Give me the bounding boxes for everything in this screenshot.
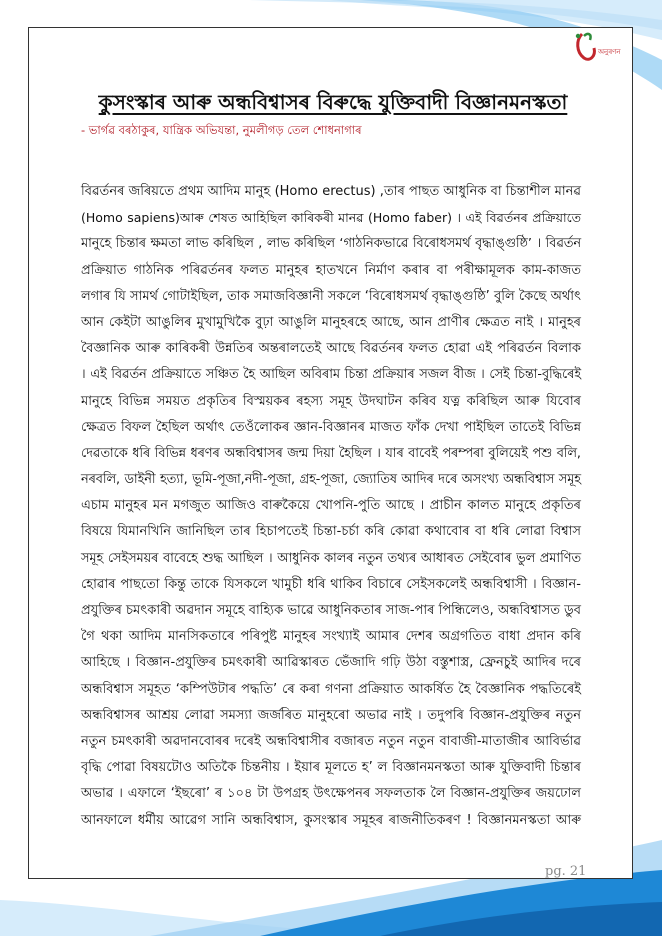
body-line: বৃদ্ধি পোৱা বিষয়টোও অতিকৈ চিন্তনীয় । ইয়াৰ মূলতে হ’ ল বিজ্ঞানমনস্কতা আৰু যুক্তিবাদী চিন্তাৰ — [81, 760, 581, 776]
page-number: pg. 21 — [545, 864, 587, 879]
author-byline: - ভাৰ্গৱ বৰঠাকুৰ, যান্ত্ৰিক অভিযন্তা, নুমলীগড় তেল শোধনাগাৰ — [81, 123, 362, 137]
body-line: আন কেইটা আঙুলিৰ মুখামুখিকৈ বুঢ়া আঙুলি মানুহৰহে আছে, আন প্ৰাণীৰ ক্ষেত্ৰত নাই । মানুহৰ — [81, 314, 581, 330]
body-line: লগাৰ যি সামৰ্থ গোটাইছিল, তাক সমাজবিজ্ঞানী সকলে ‘বিৰোধসমৰ্থ বৃদ্ধাঙ্গুষ্ঠি’ বুলি কৈছে অৰ্থাৎ — [81, 288, 581, 304]
body-line: নতুন চমৎকাৰী অৱদানবোৰৰ দৰেই অন্ধবিশ্বাসীৰ বজাৰত নতুন নতুন বাবাজী-মাতাজীৰ আবিৰ্ভাৱ — [81, 733, 581, 749]
body-line: মানুহে বিভিন্ন সময়ত প্ৰকৃতিৰ বিস্ময়কৰ ৰহস্য সমূহ উদঘাটন কৰিব যত্ন কৰিছিল আৰু যিবোৰ — [81, 393, 581, 409]
article-title: কুসংস্কাৰ আৰু অন্ধবিশ্বাসৰ বিৰুদ্ধে যুক্তিবাদী বিজ্ঞানমনস্কতা — [98, 90, 568, 114]
body-line: । এই বিৱৰ্তন প্ৰক্ৰিয়াতে সঞ্চিত হৈ আছিল অবিৰাম চিন্তা প্ৰক্ৰিয়াৰ সজল বীজ । সেই চিন্তা-বুদ্ধিৰেই — [81, 367, 581, 383]
body-line: প্ৰক্ৰিয়াত গাঠনিক পৰিৱৰ্তনৰ ফলত মানুহৰ হাতখনে নিৰ্মাণ কৰাৰ বা পৰীক্ষামূলক কাম-কাজত — [81, 262, 581, 278]
body-line: দেৱতাকে ধৰি বিভিন্ন ধৰণৰ অন্ধবিশ্বাসৰ জন্ম দিয়া হৈছিল । যাৰ বাবেই পৰম্পৰা বুলিয়েই পশু বলি, — [81, 445, 581, 461]
body-line: বৈজ্ঞানিক আৰু কাৰিকৰী উন্নতিৰ অন্তৰালতেই আছে বিৱৰ্তনৰ ফলত হোৱা এই পৰিৱৰ্তন বিলাক — [81, 341, 581, 357]
body-line: (Homo sapiens)আৰু শেষত আহিছিল কাৰিকৰী মানৱ (Homo faber) । এই বিৱৰ্তনৰ প্ৰক্ৰিয়াতে — [81, 210, 581, 226]
body-line: অভাৱ । এফালে ‘ইছৰো’ ৰ ১০৪ টা উপগ্ৰহ উৎক্ষেপনৰ সফলতাক লৈ বিজ্ঞান-প্ৰযুক্তিৰ জয়ঢোল — [81, 786, 581, 802]
body-line: গৈ থকা আদিম মানসিকতাৰে পৰিপুষ্ট মানুহৰ সংখ্যাই আমাৰ দেশৰ অগ্ৰগতিত বাধা প্ৰদান কৰি — [81, 629, 581, 645]
body-line: হোৱাৰ পাছতো কিন্তু তাকে যিসকলে খামুচী ধৰি থাকিব বিচাৰে সেইসকলেই অন্ধবিশ্বাসী । বিজ্ঞান- — [81, 576, 581, 592]
article-body — [81, 179, 581, 834]
body-line: প্ৰযুক্তিৰ চমৎকাৰী অৱদান সমূহে বাহ্যিক ভাৱে আধুনিকতাৰ সাজ-পাৰ পিন্ধিলেও, অন্ধবিশ্বাসত ডুব — [81, 603, 581, 618]
body-line: ক্ষেত্ৰত বিফল হৈছিল অৰ্থাৎ তেওঁলোকৰ জ্ঞান-বিজ্ঞানৰ মাজত ফাঁক দেখা পাইছিল তাতেই বিভিন্ন — [81, 419, 581, 435]
logo-wordmark: অনুৰণন — [598, 48, 621, 56]
body-line: নৰবলি, ডাইনী হত্যা, ভূমি-পূজা,নদী-পূজা, গ্ৰহ-পূজা, জ্যোতিষ আদিৰ দৰে অসংখ্য অন্ধবিশ্বাস সমূহ — [81, 472, 581, 488]
body-line: সমূহ সেইসময়ৰ বাবেহে শুদ্ধ আছিল । আধুনিক কালৰ নতুন তথ্যৰ আধাৰত সেইবোৰ ভুল প্ৰমাণিত — [81, 550, 581, 566]
body-line: অন্ধবিশ্বাসৰ আশ্ৰয় লোৱা সমস্যা জৰ্জৰিত মানুহৰো অভাৱ নাই । তদুপৰি বিজ্ঞান-প্ৰযুক্তিৰ নতুন — [81, 707, 581, 723]
body-line: মানুহে চিন্তাৰ ক্ষমতা লাভ কৰিছিল , লাভ কৰিছিল ‘গাঠনিকভাৱে বিৰোধসমৰ্থ বৃদ্ধাঙ্গুষ্ঠি’ । বিৱৰ্তন — [81, 236, 581, 252]
body-line: এচাম মানুহৰ মন মগজুত আজিও বাৰুকৈয়ে খোপনি-পুতি আছে । প্ৰাচীন কালত মানুহে প্ৰকৃতিৰ — [81, 498, 581, 514]
body-line: আনফালে ধৰ্মীয় আৱেগ সানি অন্ধবিশ্বাস, কুসংস্কাৰ সমূহৰ ৰাজনীতিকৰণ ! বিজ্ঞানমনস্কতা আৰু — [81, 812, 581, 828]
body-line: অন্ধবিশ্বাস সমূহত ‘কম্পিউটাৰ পদ্ধতি’ ৰে কৰা গণনা প্ৰক্ৰিয়াত আকৰ্ষিত হৈ বৈজ্ঞানিক পদ্ধতিৰেই — [81, 681, 581, 697]
body-line: বিৱৰ্তনৰ জৰিয়তে প্ৰথম আদিম মানুহ (Homo erectus) ,তাৰ পাছত আধুনিক বা চিন্তাশীল মানৱ — [81, 184, 581, 199]
body-line: আহিছে । বিজ্ঞান-প্ৰযুক্তিৰ চমৎকাৰী আৱিস্কাৰত ভেঁজাদি গঢ়ি উঠা বস্তুশাস্ত্ৰ, ফ্ৰেনচুই আদিৰ দৰে — [81, 655, 581, 671]
body-line: বিষয়ে যিমানখিনি জানিছিল তাৰ হিচাপতেই চিন্তা-চৰ্চা কৰি কোৱা কথাবোৰ বা ধৰি লোৱা বিশ্বাস — [81, 524, 581, 540]
